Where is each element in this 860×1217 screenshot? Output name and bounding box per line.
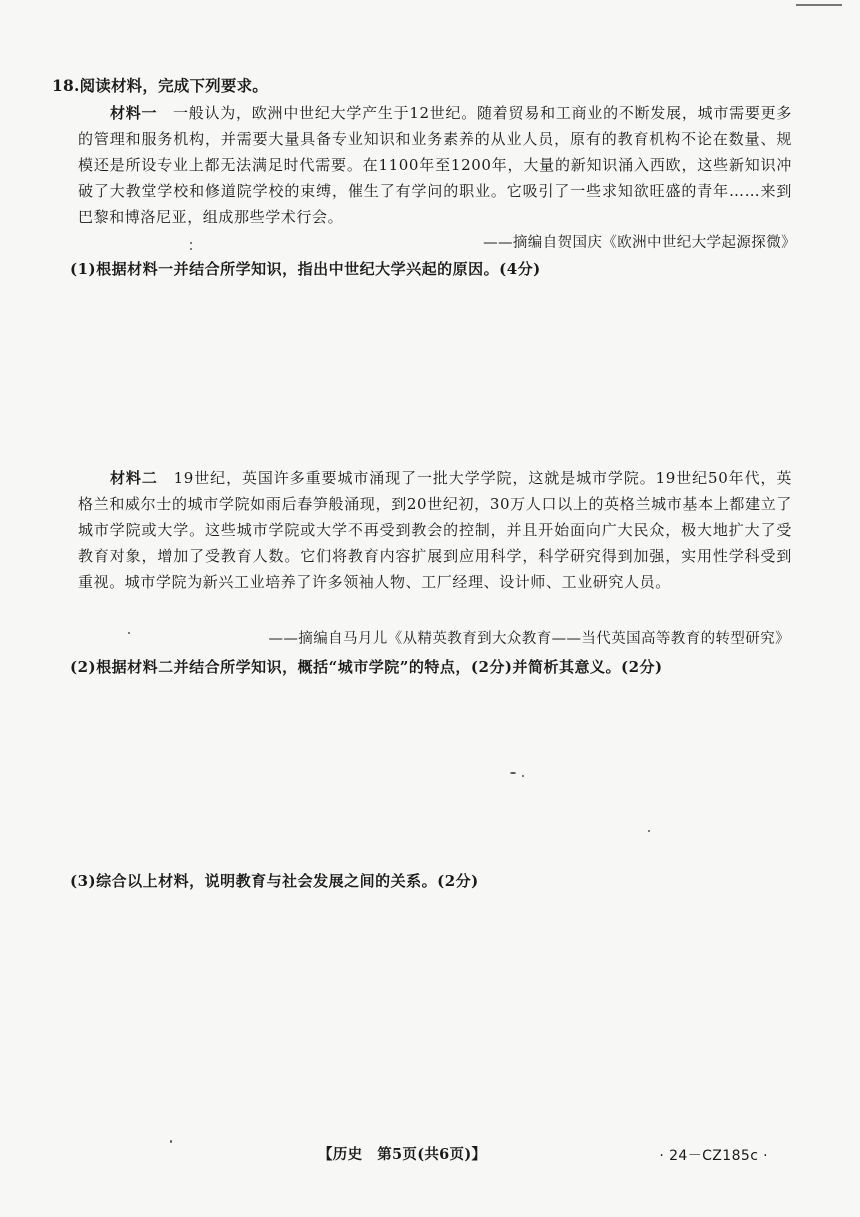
scan-speck (522, 775, 524, 777)
material-1-source: ——摘编自贺国庆《欧洲中世纪大学起源探微》 (483, 235, 796, 251)
scan-speck (170, 1140, 172, 1143)
sub-question-3: (3)综合以上材料，说明教育与社会发展之间的关系。(2分) (70, 872, 479, 890)
material-2-text: 19世纪，英国许多重要城市涌现了一批大学学院，这就是城市学院。19世纪50年代，英格兰和威尔士的城市学院如雨后春笋般涌现，到20世纪初，30万人口以上的英格兰城市基本上都建立了城市学院或大学。这些城市学院或大学不再受到教会的控制，并且开始面向广大民众，极大地扩大了受教育对象，增加了受教育人数。它们将教育内容扩展到应用科学，科学研究得到加强，实用性学科受到重视。城市学院为新兴工业培养了许多领袖人物、工厂经理、设计师、工业研究人员。 (78, 469, 792, 591)
material-2 (78, 465, 792, 595)
scan-speck (190, 242, 192, 244)
page-footer-code: · 24－CZ185c · (659, 1148, 768, 1164)
material-2-source: ——摘编自马月儿《从精英教育到大众教育——当代英国高等教育的转型研究》 (268, 631, 790, 647)
scan-speck (648, 830, 650, 832)
material-1-label: 材料一 (110, 104, 158, 122)
question-title: 18.阅读材料，完成下列要求。 (52, 76, 268, 95)
scan-speck (128, 632, 130, 634)
sub-question-2: (2)根据材料二并结合所学知识，概括“城市学院”的特点，(2分)并简析其意义。(2分) (70, 658, 663, 676)
sub-question-1: (1)根据材料一并结合所学知识，指出中世纪大学兴起的原因。(4分) (70, 260, 541, 278)
material-1 (78, 100, 792, 230)
material-2-label: 材料二 (110, 469, 158, 487)
material-1-text: 一般认为，欧洲中世纪大学产生于12世纪。随着贸易和工商业的不断发展，城市需要更多的管理和服务机构，并需要大量具备专业知识和业务素养的从业人员，原有的教育机构不论在数量、规模还是所设专业上都无法满足时代需要。在1100年至1200年，大量的新知识涌入西欧，这些新知识冲破了大教堂学校和修道院学校的束缚，催生了有学问的职业。它吸引了一些求知欲旺盛的青年……来到巴黎和博洛尼亚，组成那些学术行会。 (78, 104, 792, 226)
page-footer-label: 【历史 第5页(共6页)】 (318, 1146, 487, 1163)
scan-speck (190, 248, 192, 250)
scan-mark (796, 4, 842, 6)
scan-speck (510, 772, 516, 774)
